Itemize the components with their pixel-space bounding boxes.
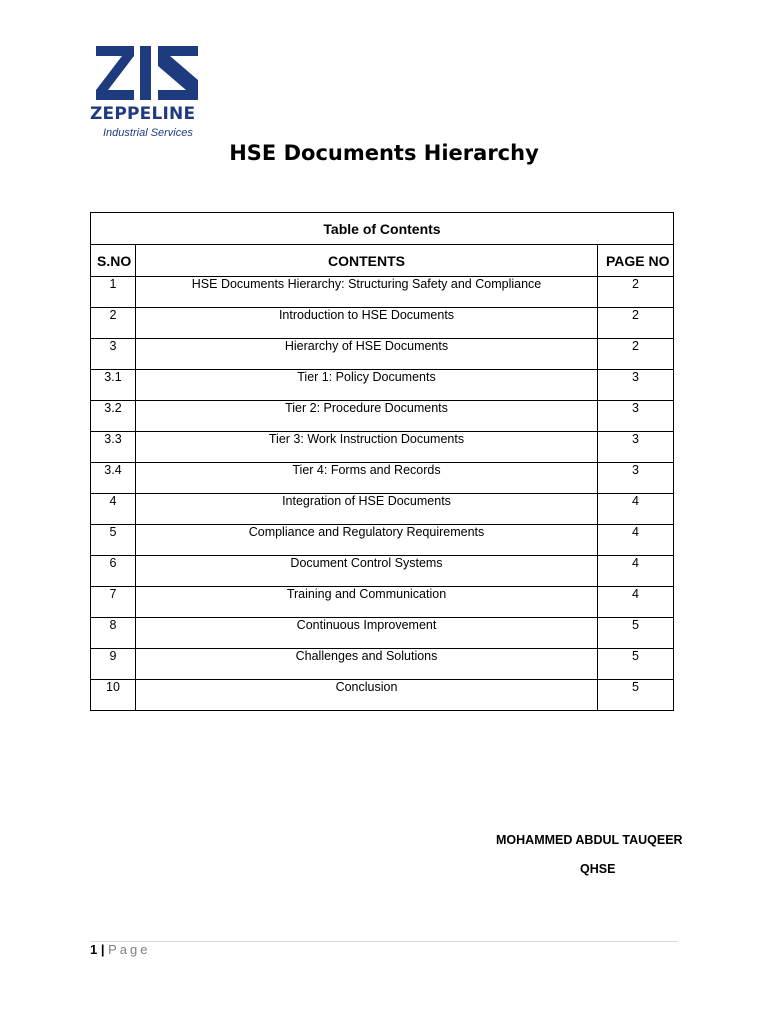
row-contents: Tier 3: Work Instruction Documents xyxy=(136,432,598,463)
table-row xyxy=(91,494,674,525)
row-contents: Document Control Systems xyxy=(136,556,598,587)
row-contents: Hierarchy of HSE Documents xyxy=(136,339,598,370)
row-sno: 3.4 xyxy=(91,463,136,494)
row-sno: 3.2 xyxy=(91,401,136,432)
row-page-no: 4 xyxy=(598,494,674,525)
row-contents: HSE Documents Hierarchy: Structuring Safety and Compliance xyxy=(136,277,598,308)
row-sno: 1 xyxy=(91,277,136,308)
row-contents: Challenges and Solutions xyxy=(136,649,598,680)
row-page-no: 5 xyxy=(598,649,674,680)
row-sno: 3.1 xyxy=(91,370,136,401)
header-page-no: PAGE NO xyxy=(598,245,674,277)
row-contents: Conclusion xyxy=(136,680,598,711)
page-footer xyxy=(90,942,151,957)
row-sno: 8 xyxy=(91,618,136,649)
row-page-no: 3 xyxy=(598,370,674,401)
row-sno: 10 xyxy=(91,680,136,711)
document-title: HSE Documents Hierarchy xyxy=(229,141,539,165)
header-sno: S.NO xyxy=(91,245,136,277)
toc-caption: Table of Contents xyxy=(91,213,674,245)
table-row xyxy=(91,556,674,587)
table-row xyxy=(91,587,674,618)
table-row xyxy=(91,525,674,556)
table-row xyxy=(91,649,674,680)
row-sno: 3.3 xyxy=(91,432,136,463)
table-of-contents xyxy=(90,212,674,711)
row-page-no: 5 xyxy=(598,680,674,711)
table-row xyxy=(91,680,674,711)
row-page-no: 4 xyxy=(598,556,674,587)
row-contents: Training and Communication xyxy=(136,587,598,618)
table-row xyxy=(91,618,674,649)
row-sno: 6 xyxy=(91,556,136,587)
header-contents: CONTENTS xyxy=(136,245,598,277)
row-contents: Compliance and Regulatory Requirements xyxy=(136,525,598,556)
table-row xyxy=(91,432,674,463)
table-row xyxy=(91,401,674,432)
zeppeline-logo-mark xyxy=(92,44,202,102)
row-sno: 9 xyxy=(91,649,136,680)
row-contents: Tier 2: Procedure Documents xyxy=(136,401,598,432)
table-row xyxy=(91,277,674,308)
row-page-no: 3 xyxy=(598,463,674,494)
row-contents: Introduction to HSE Documents xyxy=(136,308,598,339)
row-sno: 2 xyxy=(91,308,136,339)
author-name: MOHAMMED ABDUL TAUQEER xyxy=(496,833,683,847)
row-page-no: 4 xyxy=(598,525,674,556)
table-row xyxy=(91,339,674,370)
page-label: Page xyxy=(108,942,151,957)
logo-brand-text: ZEPPELINE xyxy=(90,104,196,124)
row-contents: Tier 4: Forms and Records xyxy=(136,463,598,494)
footer-divider xyxy=(90,941,678,942)
toc-header-row xyxy=(91,245,674,277)
logo-tagline: Industrial Services xyxy=(103,127,193,139)
row-sno: 5 xyxy=(91,525,136,556)
row-contents: Continuous Improvement xyxy=(136,618,598,649)
row-sno: 3 xyxy=(91,339,136,370)
company-logo xyxy=(90,44,205,144)
table-row xyxy=(91,308,674,339)
row-page-no: 4 xyxy=(598,587,674,618)
row-contents: Tier 1: Policy Documents xyxy=(136,370,598,401)
row-page-no: 2 xyxy=(598,277,674,308)
row-page-no: 2 xyxy=(598,339,674,370)
row-page-no: 3 xyxy=(598,432,674,463)
row-sno: 7 xyxy=(91,587,136,618)
row-sno: 4 xyxy=(91,494,136,525)
author-role: QHSE xyxy=(580,862,616,876)
table-row xyxy=(91,463,674,494)
table-row xyxy=(91,370,674,401)
row-page-no: 2 xyxy=(598,308,674,339)
row-page-no: 3 xyxy=(598,401,674,432)
footer-separator: | xyxy=(100,942,105,957)
page-number: 1 xyxy=(90,942,98,957)
row-contents: Integration of HSE Documents xyxy=(136,494,598,525)
row-page-no: 5 xyxy=(598,618,674,649)
